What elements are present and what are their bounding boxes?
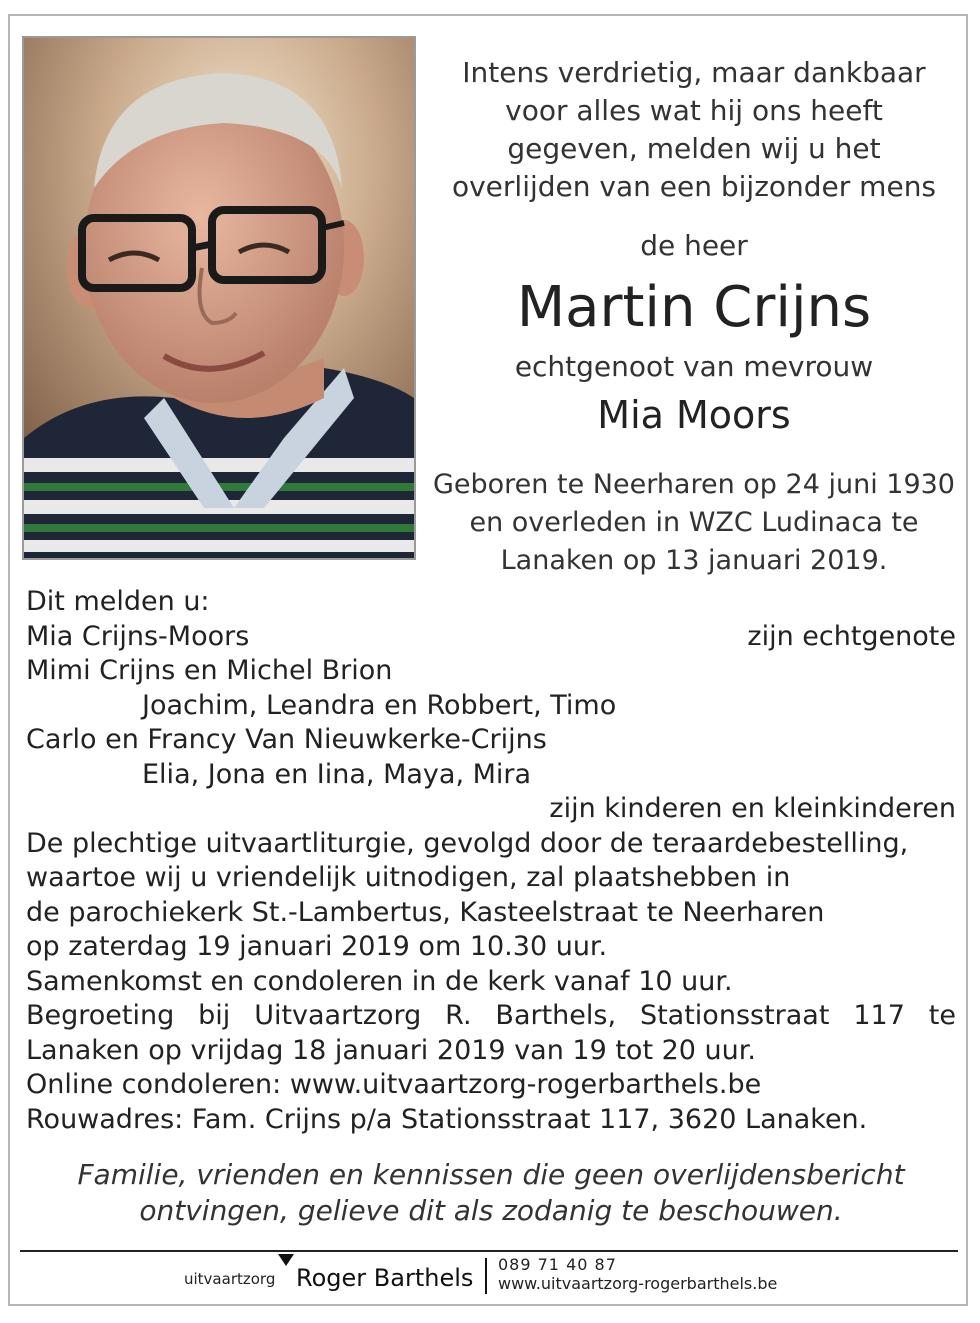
greeting-word: 117	[853, 1000, 905, 1031]
intro-line: overlijden van een bijzonder mens	[451, 170, 937, 203]
greeting-line	[26, 999, 956, 1034]
footer	[0, 1252, 980, 1302]
dates-line: en overleden in WZC Ludinaca te	[469, 507, 919, 538]
greeting-word: te	[928, 1000, 956, 1031]
greeting-word: bij	[198, 1000, 231, 1031]
family-grandchildren: Joachim, Leandra en Robbert, Timo	[142, 689, 617, 721]
family-row-spouse	[26, 620, 956, 655]
deceased-name: Martin Crijns	[516, 275, 872, 340]
greeting-line-2: Lanaken op vrijdag 18 januari 2019 van 19 tot 20 uur.	[26, 1034, 756, 1066]
portrait-illustration	[24, 38, 414, 558]
family-spouse-role: zijn echtgenote	[747, 620, 956, 652]
birth-death-dates	[430, 466, 958, 580]
deceased-title: de heer	[640, 229, 748, 262]
greeting-word: Uitvaartzorg	[254, 1000, 422, 1031]
service-line: de parochiekerk St.-Lambertus, Kasteelstraat te Neerharen	[26, 896, 825, 928]
intro-text	[430, 54, 958, 206]
footer-brand: Roger Barthels	[296, 1264, 474, 1292]
intro-line: gegeven, melden wij u het	[507, 132, 881, 165]
intro-line: voor alles wat hij ons heeft	[505, 94, 883, 127]
service-line: waartoe wij u vriendelijk uitnodigen, zal plaatshebben in	[26, 862, 791, 893]
greeting-word: Stationsstraat	[639, 1000, 830, 1031]
closing-note	[26, 1157, 956, 1229]
dates-line: Lanaken op 13 januari 2019.	[500, 545, 888, 576]
family-child: Carlo en Francy Van Nieuwkerke-Crijns	[26, 724, 547, 755]
portrait-photo	[22, 36, 416, 560]
closing-line: ontvingen, gelieve dit als zodanig te beschouwen.	[139, 1194, 843, 1227]
family-child: Mimi Crijns en Michel Brion	[26, 655, 393, 686]
mourning-address: Rouwadres: Fam. Crijns p/a Stationsstraat 117, 3620 Lanaken.	[26, 1103, 868, 1135]
family-heading: Dit melden u:	[26, 586, 210, 617]
greeting-word: R.	[445, 1000, 472, 1031]
triangle-logo-icon	[278, 1254, 294, 1266]
intro-line: Intens verdrietig, maar dankbaar	[462, 56, 926, 89]
announcement-body	[26, 585, 956, 1137]
family-spouse-name: Mia Crijns-Moors	[26, 620, 250, 652]
service-line: Samenkomst en condoleren in de kerk vanaf 10 uur.	[26, 965, 733, 997]
greeting-word: Barthels,	[495, 1000, 617, 1031]
closing-line: Familie, vrienden en kennissen die geen overlijdensbericht	[77, 1158, 905, 1191]
footer-prefix: uitvaartzorg	[184, 1270, 276, 1288]
footer-separator	[485, 1258, 487, 1294]
service-line: op zaterdag 19 januari 2019 om 10.30 uur.	[26, 931, 608, 962]
spouse-intro: echtgenoot van mevrouw	[514, 350, 874, 383]
footer-website: www.uitvaartzorg-rogerbarthels.be	[498, 1274, 778, 1293]
dates-line: Geboren te Neerharen op 24 juni 1930	[432, 469, 955, 500]
greeting-word: Begroeting	[26, 1000, 175, 1031]
family-grandchildren: Elia, Jona en Iina, Maya, Mira	[142, 758, 532, 790]
service-line: De plechtige uitvaartliturgie, gevolgd door de teraardebestelling,	[26, 827, 909, 859]
family-children-role: zijn kinderen en kleinkinderen	[549, 793, 956, 824]
online-condolence: Online condoleren: www.uitvaartzorg-rogerbarthels.be	[26, 1069, 762, 1100]
spouse-name: Mia Moors	[597, 393, 791, 437]
footer-phone: 089 71 40 87	[498, 1255, 617, 1274]
